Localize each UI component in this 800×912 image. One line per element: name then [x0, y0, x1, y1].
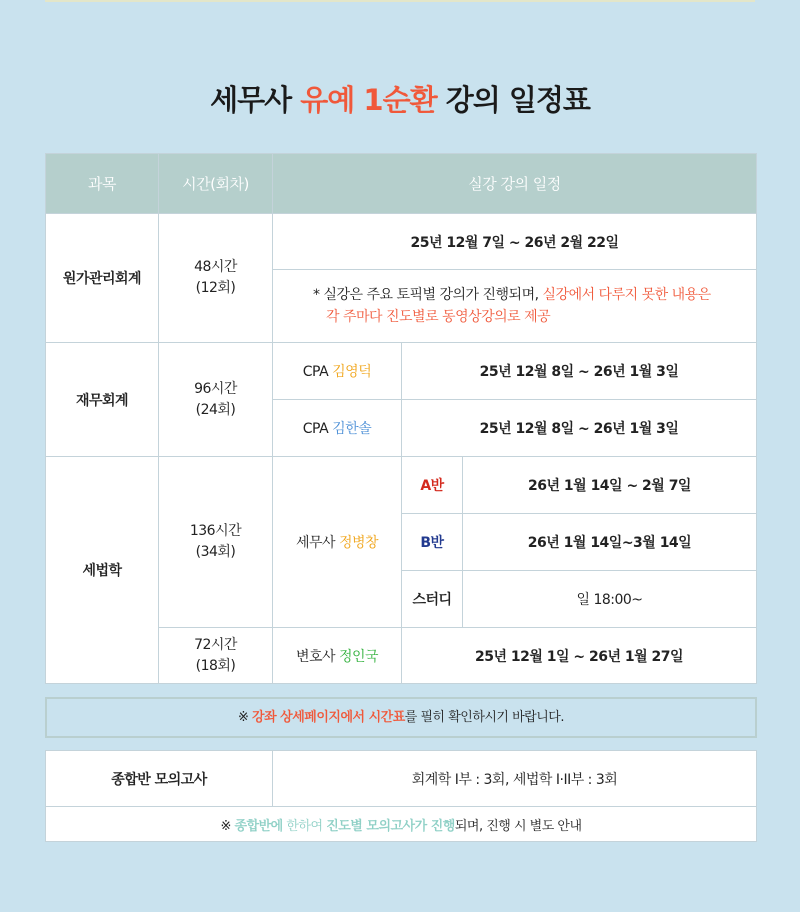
- teacher-cell: 변호사 정인국: [273, 628, 402, 684]
- table-row: [46, 343, 757, 400]
- teacher-cell: 세무사 정병창: [273, 457, 402, 628]
- header-schedule: 실강 강의 일정: [273, 154, 757, 214]
- teacher-cell: CPA 김영덕: [273, 343, 402, 400]
- teacher-cell: CPA 김한솔: [273, 400, 402, 457]
- mock-note: ※ 종합반에 한하여 진도별 모의고사가 진행되며, 진행 시 별도 안내: [46, 807, 757, 842]
- class-label: B반: [402, 514, 463, 571]
- table-row: [46, 751, 757, 807]
- table-row: [46, 457, 757, 514]
- class-label: A반: [402, 457, 463, 514]
- mock-exam-table: [45, 750, 757, 842]
- table-row: [46, 214, 757, 270]
- date-cell: 25년 12월 8일 ~ 26년 1월 3일: [402, 343, 757, 400]
- date-cell: 25년 12월 8일 ~ 26년 1월 3일: [402, 400, 757, 457]
- top-divider: [45, 0, 755, 2]
- header-hours: 시간(회차): [159, 154, 273, 214]
- subject-cost: 원가관리회계: [46, 214, 159, 343]
- date-cell: 25년 12월 1일 ~ 26년 1월 27일: [402, 628, 757, 684]
- hours-tax-1: 136시간 (34회): [159, 457, 273, 628]
- hours-cost: 48시간 (12회): [159, 214, 273, 343]
- date-cell: 26년 1월 14일 ~ 2월 7일: [463, 457, 757, 514]
- cost-note: * 실강은 주요 토픽별 강의가 진행되며, 실강에서 다루지 못한 내용은 각 주마다 진도별로 동영상강의로 제공: [273, 270, 757, 343]
- hours-tax-2: 72시간 (18회): [159, 628, 273, 684]
- header-row: [46, 154, 757, 214]
- table-row: [46, 807, 757, 842]
- subject-finance: 재무회계: [46, 343, 159, 457]
- date-cell: 26년 1월 14일~3월 14일: [463, 514, 757, 571]
- schedule-table: [45, 153, 757, 684]
- page-title: 세무사 유예 1순환 강의 일정표: [210, 83, 590, 117]
- mock-value: 회계학 I부 : 3회, 세법학 I·II부 : 3회: [273, 751, 757, 807]
- title-highlight: 유예 1순환: [300, 83, 437, 117]
- mock-label: 종합반 모의고사: [46, 751, 273, 807]
- class-label: 스터디: [402, 571, 463, 628]
- date-cost: 25년 12월 7일 ~ 26년 2월 22일: [273, 214, 757, 270]
- date-cell: 일 18:00~: [463, 571, 757, 628]
- header-subject: 과목: [46, 154, 159, 214]
- hours-finance: 96시간 (24회): [159, 343, 273, 457]
- notice-box: ※ 강좌 상세페이지에서 시간표를 필히 확인하시기 바랍니다.: [45, 697, 757, 738]
- subject-tax: 세법학: [46, 457, 159, 684]
